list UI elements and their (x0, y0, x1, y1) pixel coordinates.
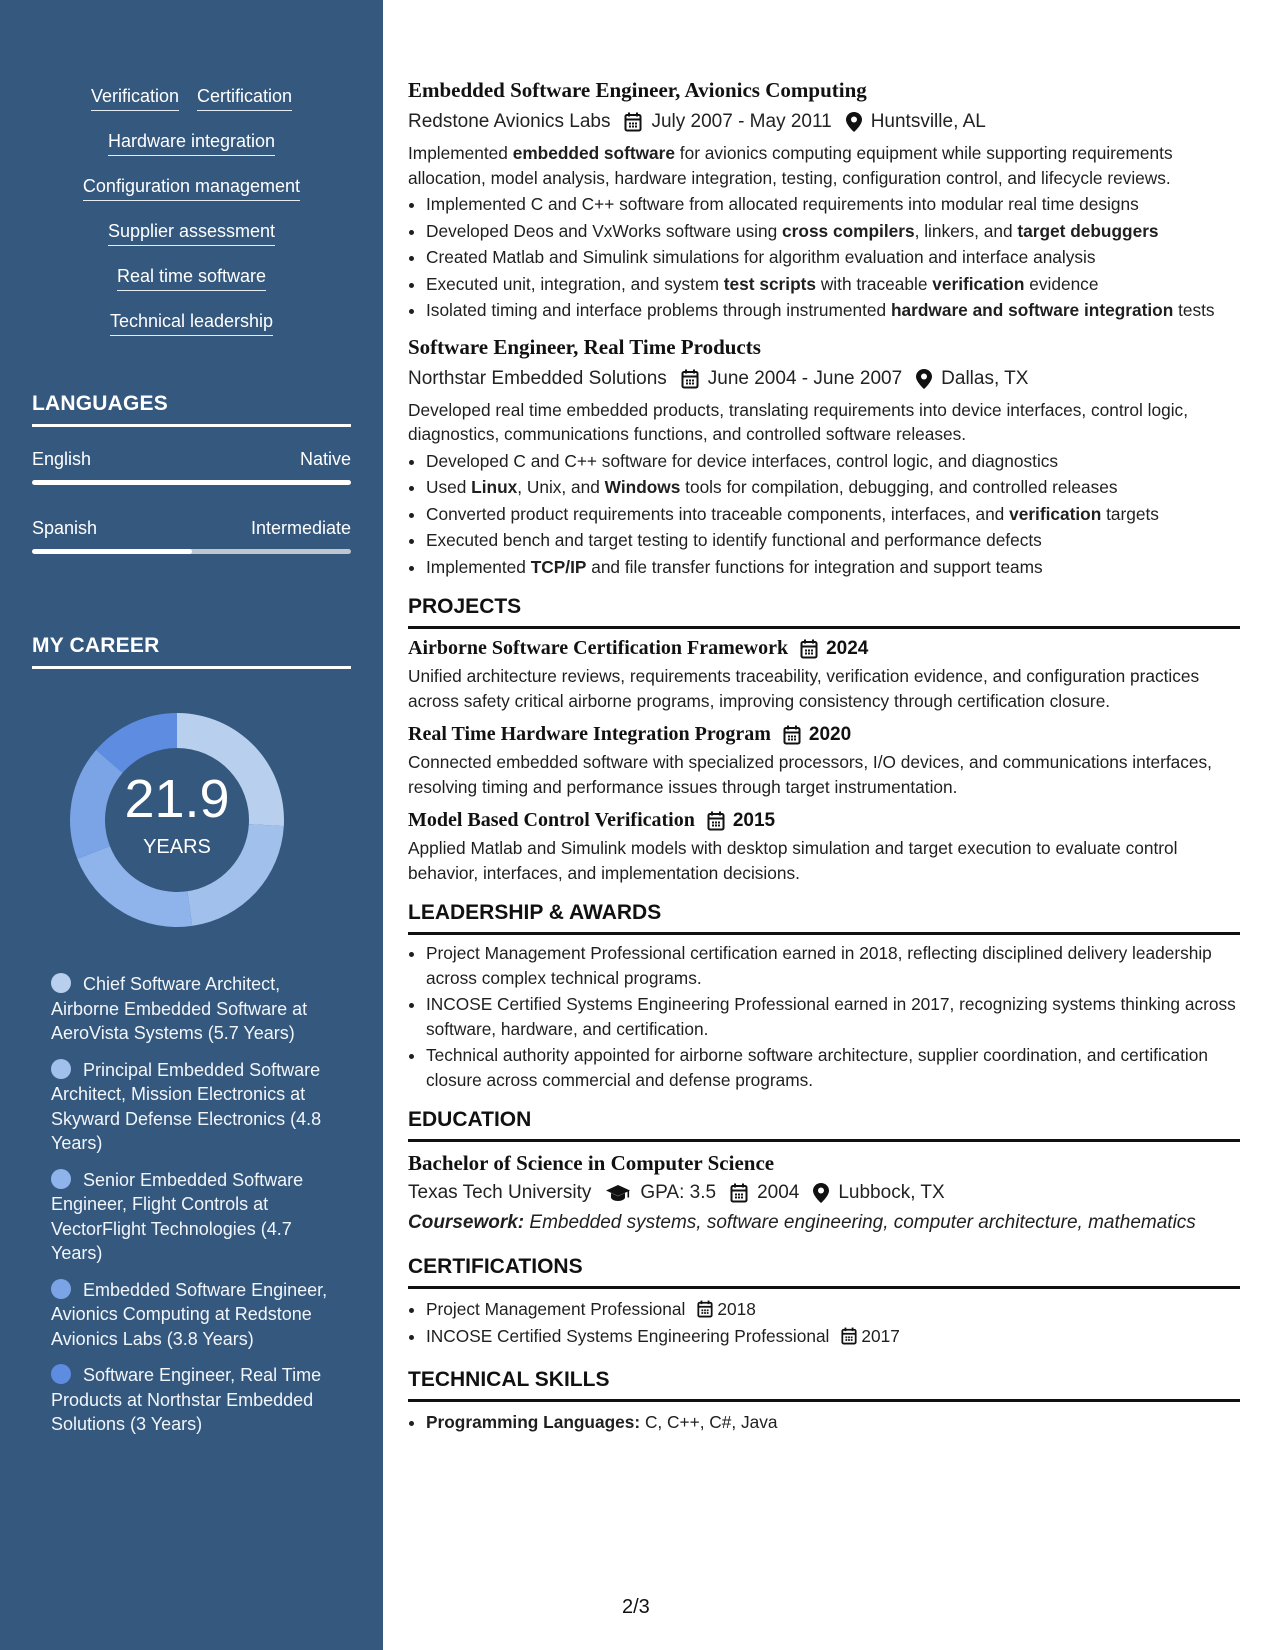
job-bullet: • Converted product requirements into traceable components, interfaces, and verification targets (426, 502, 1240, 527)
project-entry (408, 723, 1240, 799)
coursework-text: Embedded systems, software engineering, computer architecture, mathematics (529, 1212, 1196, 1233)
language-level: Intermediate (250, 518, 351, 538)
career-item-text: Chief Software Architect, Airborne Embedded Software at AeroVista Systems (5.7 Years) (51, 974, 308, 1043)
job-dates: June 2004 - June 2007 (707, 367, 903, 389)
project-entry (408, 637, 1240, 713)
technical-skill-item (426, 1410, 1240, 1435)
legend-dot (51, 1279, 71, 1299)
career-total: 21.9 (124, 769, 230, 829)
projects-section (408, 595, 1240, 885)
career-item-text: Software Engineer, Real Time Products at Northstar Embedded Solutions (3 Years) (51, 1365, 322, 1434)
school-name: Texas Tech University (408, 1182, 592, 1203)
calendar-icon (681, 369, 699, 389)
job-bullet: • Developed Deos and VxWorks software using cross compilers, linkers, and target debuggers (426, 219, 1240, 244)
calendar-icon (800, 639, 818, 659)
job-entry (408, 335, 1240, 580)
skill-category: Programming Languages: (426, 1412, 641, 1432)
career-donut-chart (62, 705, 292, 935)
education-meta (408, 1182, 1240, 1204)
job-location: Dallas, TX (941, 367, 1029, 389)
job-bullet: • Implemented C and C++ software from allocated requirements into modular real time designs (426, 192, 1240, 217)
calendar-icon (730, 1183, 748, 1203)
career-item (51, 1278, 341, 1352)
technical-skills-heading: TECHNICAL SKILLS (408, 1368, 610, 1391)
project-description: Unified architecture reviews, requirements traceability, verification evidence, and configuration practices across safety critical airborne programs, improving consistency through certification closure. (408, 666, 1200, 711)
calendar-icon (707, 811, 725, 831)
job-dates: July 2007 - May 2011 (651, 111, 832, 132)
certifications-heading: CERTIFICATIONS (408, 1255, 583, 1278)
project-name: Airborne Software Certification Framework (408, 637, 789, 659)
career-item (51, 972, 341, 1046)
location-pin-icon (846, 112, 862, 132)
career-list (51, 972, 341, 1449)
skill-tag: Supplier assessment (108, 221, 275, 246)
language-level: Native (299, 449, 351, 469)
skill-tags (0, 86, 383, 356)
company-name: Northstar Embedded Solutions (408, 367, 667, 389)
languages-section (32, 392, 351, 427)
job-entry (408, 78, 1240, 323)
certification-year: 2017 (861, 1325, 900, 1346)
career-item-text: Principal Embedded Software Architect, Mission Electronics at Skyward Defense Electronics (4.8 Years) (51, 1059, 322, 1153)
job-bullet: • Created Matlab and Simulink simulations for algorithm evaluation and interface analysis (426, 245, 1240, 270)
language-english (32, 449, 351, 485)
calendar-icon (697, 1300, 713, 1318)
projects-heading: PROJECTS (408, 595, 522, 618)
legend-dot (51, 1059, 71, 1079)
job-meta (408, 111, 1240, 133)
graduation-cap-icon (605, 1184, 631, 1202)
job-bullet: • Used Linux, Unix, and Windows tools for compilation, debugging, and controlled releases (426, 475, 1240, 500)
languages-heading: LANGUAGES (32, 392, 168, 415)
skill-tag: Configuration management (83, 176, 300, 201)
gpa: GPA: 3.5 (640, 1182, 717, 1203)
education-heading: EDUCATION (408, 1108, 532, 1131)
coursework (408, 1210, 1240, 1235)
language-name: Spanish (32, 518, 98, 538)
certification-name: • Project Management Professional (426, 1299, 686, 1319)
language-spanish (32, 518, 351, 554)
career-item (51, 1168, 341, 1266)
project-year: 2015 (732, 809, 776, 831)
job-bullets (408, 449, 1240, 580)
language-bar-fill (32, 549, 192, 554)
skill-tag: Verification (91, 86, 179, 111)
career-heading: MY CAREER (32, 634, 160, 657)
job-location: Huntsville, AL (870, 111, 986, 132)
main-content (408, 78, 1240, 1435)
project-year: 2024 (826, 637, 869, 659)
career-item (51, 1058, 341, 1156)
project-name: Real Time Hardware Integration Program (408, 723, 771, 745)
calendar-icon (624, 112, 642, 132)
education-section (408, 1108, 1240, 1235)
graduation-year: 2004 (757, 1182, 800, 1203)
calendar-icon (841, 1327, 857, 1345)
job-title: Embedded Software Engineer, Avionics Computing (408, 78, 867, 102)
career-unit: YEARS (143, 836, 211, 858)
legend-dot (51, 973, 71, 993)
project-name: Model Based Control Verification (408, 809, 695, 831)
certification-name: • INCOSE Certified Systems Engineering Professional (426, 1325, 830, 1346)
career-item-text: Senior Embedded Software Engineer, Flight Controls at VectorFlight Technologies (4.7 Years) (51, 1169, 304, 1263)
language-bar-fill (32, 480, 351, 485)
language-name: English (32, 449, 92, 469)
legend-dot (51, 1169, 71, 1189)
skill-tag: Certification (197, 86, 292, 111)
skill-tag: Technical leadership (110, 311, 273, 336)
calendar-icon (783, 725, 801, 745)
page-number: 2/3 (622, 1596, 650, 1618)
job-bullet: • Implemented TCP/IP and file transfer functions for integration and support teams (426, 555, 1240, 580)
sidebar (0, 0, 383, 1650)
leadership-heading: LEADERSHIP & AWARDS (408, 901, 662, 924)
job-summary: Developed real time embedded products, translating requirements into device interfaces, control logic, diagnostics, communications functions, and controlled software releases. (408, 399, 1188, 444)
job-bullet: • Developed C and C++ software for device interfaces, control logic, and diagnostics (426, 449, 1240, 474)
job-title: Software Engineer, Real Time Products (408, 334, 761, 359)
donut-segment-2 (77, 846, 192, 927)
career-item (51, 1363, 341, 1437)
job-bullet: • Executed bench and target testing to identify functional and performance defects (426, 528, 1240, 553)
certification-year: 2018 (717, 1299, 756, 1319)
technical-skills-section (408, 1368, 1240, 1435)
leadership-item: • Project Management Professional certification earned in 2018, reflecting disciplined delivery leadership across complex technical programs. (426, 941, 1240, 990)
school-location: Lubbock, TX (838, 1182, 945, 1203)
degree: Bachelor of Science in Computer Science (408, 1151, 775, 1175)
technical-skills-list (408, 1410, 1240, 1435)
project-year: 2020 (808, 723, 852, 745)
career-item-text: Embedded Software Engineer, Avionics Computing at Redstone Avionics Labs (3.8 Years) (51, 1279, 328, 1349)
leadership-item: • Technical authority appointed for airborne software architecture, supplier coordination, and certification closure across commercial and defense programs. (426, 1043, 1240, 1092)
donut-segment-3 (70, 750, 123, 859)
career-section (32, 634, 351, 669)
leadership-item: • INCOSE Certified Systems Engineering Professional earned in 2017, recognizing systems thinking across software, hardware, and certification. (426, 992, 1240, 1041)
coursework-label: Coursework: (408, 1212, 525, 1233)
company-name: Redstone Avionics Labs (408, 111, 611, 132)
location-pin-icon (916, 369, 932, 389)
leadership-list (408, 941, 1240, 1092)
certifications-section (408, 1255, 1240, 1348)
job-summary: Implemented embedded software for avionics computing equipment while supporting requirements allocation, model analysis, hardware integration, testing, configuration control, and lifecycle reviews. (408, 143, 1173, 188)
leadership-section (408, 901, 1240, 1092)
skill-tag: Real time software (117, 266, 266, 291)
certifications-list (408, 1297, 1240, 1348)
project-description: Connected embedded software with specialized processors, I/O devices, and communications interfaces, resolving timing and performance issues through target instrumentation. (408, 752, 1212, 797)
certification-item (426, 1297, 1240, 1322)
certification-item (426, 1324, 1240, 1349)
legend-dot (51, 1364, 71, 1384)
job-meta (408, 368, 1240, 390)
skill-tag: Hardware integration (108, 131, 275, 156)
language-bar (32, 549, 351, 554)
language-bar (32, 480, 351, 485)
job-bullet: • Isolated timing and interface problems through instrumented hardware and software integration tests (426, 298, 1240, 323)
project-entry (408, 809, 1240, 885)
job-bullets (408, 192, 1240, 323)
job-bullet: • Executed unit, integration, and system test scripts with traceable verification evidence (426, 272, 1240, 297)
skill-values: C, C++, C#, Java (644, 1412, 778, 1432)
project-description: Applied Matlab and Simulink models with desktop simulation and target execution to evaluate control behavior, interfaces, and implementation decisions. (408, 838, 1178, 883)
location-pin-icon (813, 1183, 829, 1203)
